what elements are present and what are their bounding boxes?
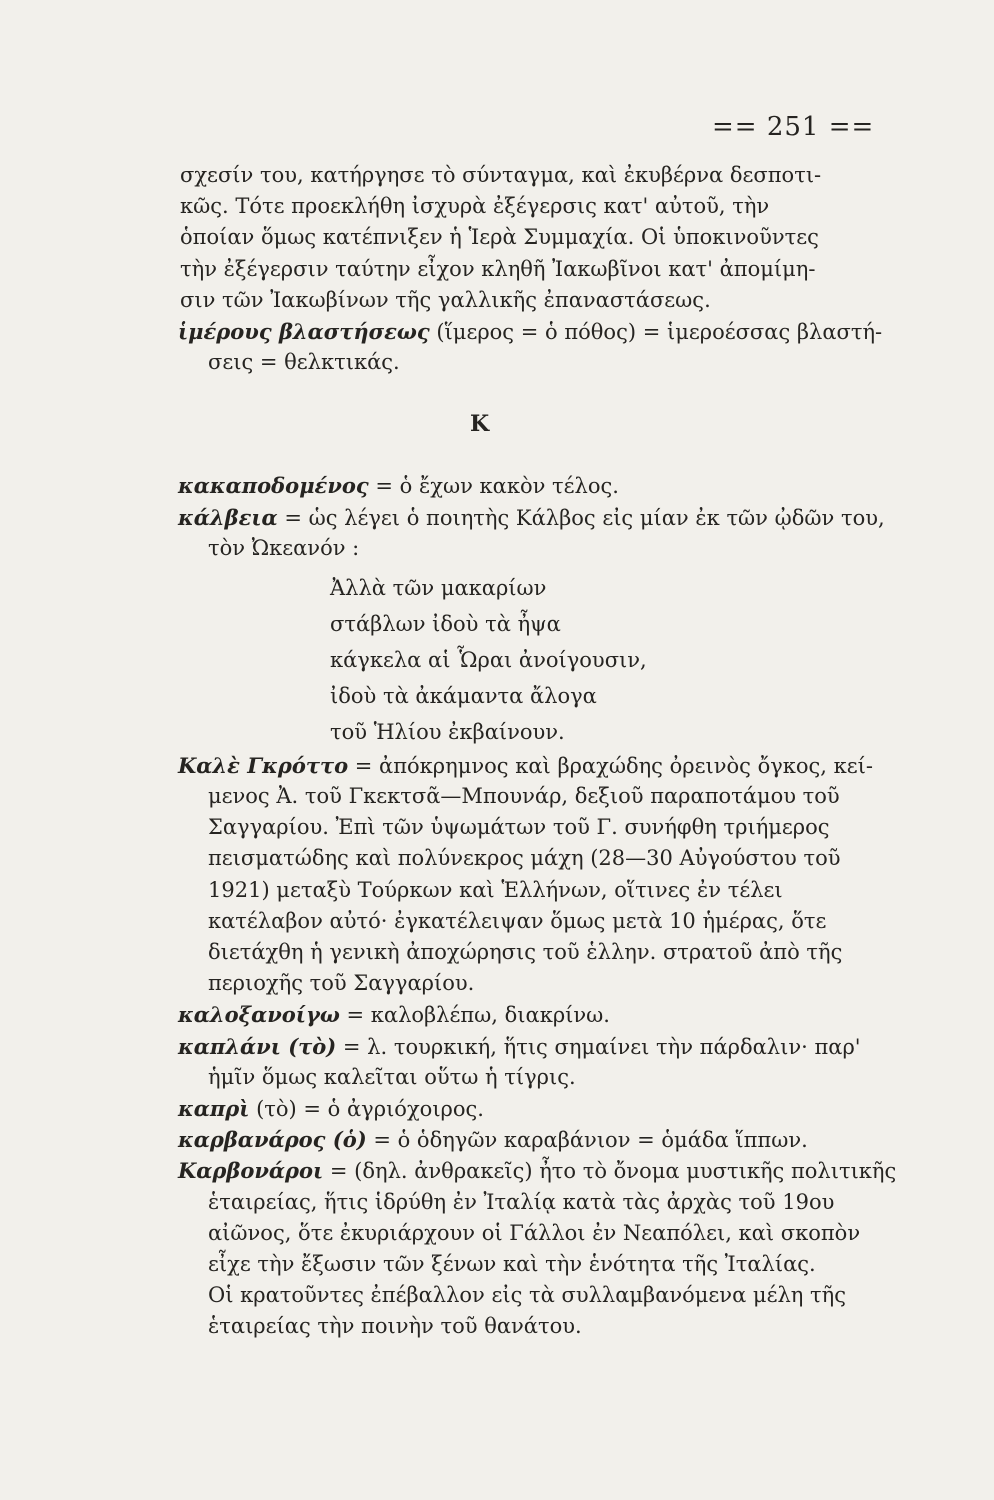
entry-kakapodomenos [0,470,994,501]
verse-line: τοῦ Ἡλίου ἐκβαίνουν. [330,719,565,744]
entry-text: = ὡς λέγει ὁ ποιητὴς Κάλβος εἰς μίαν ἐκ τῶν ᾠδῶν του, [277,505,885,530]
entry-line: πεισματώδης καὶ πολύνεκρος μάχη (28—30 Αὐγούστου τοῦ [208,846,841,871]
entry-line: Οἱ κρατοῦντες ἐπέβαλλον εἰς τὰ συλλαμβανόμενα μέλη τῆς [208,1283,846,1308]
intro-line: κῶς. Τότε προεκλήθη ἰσχυρὰ ἐξέγερσις κατ' αὐτοῦ, τὴν [180,194,770,219]
page-number: == 251 == [712,112,875,142]
entry-line: 1921) μεταξὺ Τούρκων καὶ Ἑλλήνων, οἵτινες ἐν τέλει [208,877,783,902]
entry-headword: κάλβεια [178,504,278,530]
entry-line: τὸν Ὠκεανόν : [208,535,360,560]
entry-line: Σαγγαρίου. Ἐπὶ τῶν ὑψωμάτων τοῦ Γ. συνήφθη τριήμερος [208,815,830,840]
entry-headword: καρβανάρος (ὁ) [178,1127,367,1153]
entry-headword: ἱμέρους βλαστήσεως [178,318,430,344]
entry-line: ἑταιρείας, ἥτις ἱδρύθη ἐν Ἰταλίᾳ κατὰ τὰς ἀρχὰς τοῦ 19ου [208,1189,835,1214]
entry-line: ἑταιρείας τὴν ποινὴν τοῦ θανάτου. [208,1314,582,1339]
entry-headword: καλοξανοίγω [178,1002,340,1028]
entry-kalveia [0,502,994,533]
entry-headword: καπλάνι (τὸ) [178,1033,337,1059]
intro-line: σιν τῶν Ἰακωβίνων τῆς γαλλικῆς ἐπαναστάσεως. [180,287,711,312]
entry-line: μενος Ἀ. τοῦ Γκεκτσᾶ—Μπουνάρ, δεξιοῦ παραποτάμου τοῦ [208,784,840,809]
entry-line: διετάχθη ἡ γενικὴ ἀποχώρησις τοῦ ἑλλην. στρατοῦ ἀπὸ τῆς [208,940,843,964]
page-body [0,160,994,1342]
entry-text: (ἵμερος = ὁ πόθος) = ἱμεροέσσας βλαστή- [429,319,883,344]
intro-line: ὁποίαν ὅμως κατέπνιξεν ἡ Ἱερὰ Συμμαχία. Οἱ ὑποκινοῦντες [180,225,819,250]
entry-headword: κακαποδομένος [178,473,369,499]
verse-line: ἰδοὺ τὰ ἀκάμαντα ἄλογα [330,683,597,708]
entry-text: = λ. τουρκική, ἥτις σημαίνει τὴν πάρδαλιν· παρ' [336,1034,861,1059]
entry-karvonaroi [0,1155,994,1186]
entry-text: = καλοβλέπω, διακρίνω. [339,1003,610,1028]
verse-line: κάγκελα αἱ Ὧραι ἀνοίγουσιν, [330,647,647,672]
entry-headword: Καλὲ Γκρόττο [178,752,349,778]
entry-kapri [0,1093,994,1124]
entry-line: περιοχῆς τοῦ Σαγγαρίου. [208,971,475,996]
entry-line: κατέλαβον αὐτό· ἐγκατέλειψαν ὅμως μετὰ 10 ἡμέρας, ὅτε [208,908,827,933]
intro-line: τὴν ἐξέγερσιν ταύτην εἶχον κληθῆ Ἰακωβῖνοι κατ' ἀπομίμη- [180,256,816,281]
entry-kaloxanoigo [0,999,994,1030]
entry-line: σεις = θελκτικάς. [208,350,400,375]
intro-line: σχεσίν του, κατήργησε τὸ σύνταγμα, καὶ ἐκυβέρνα δεσποτι- [180,163,822,187]
entry-line: ἡμῖν ὅμως καλεῖται οὕτω ἡ τίγρις. [208,1064,576,1089]
entry-headword: Καρβονάροι [178,1158,324,1184]
entry-imerous [0,316,994,347]
entry-text: (τὸ) = ὁ ἀγριόχοιρος. [249,1096,484,1121]
entry-text: = ὁ ὁδηγῶν καραβάνιον = ὁμάδα ἵππων. [366,1128,808,1153]
entry-line: εἶχε τὴν ἔξωσιν τῶν ξένων καὶ τὴν ἑνότητα τῆς Ἰταλίας. [208,1251,816,1276]
entry-text: = ἀπόκρημνος καὶ βραχώδης ὀρεινὸς ὄγκος, κεί- [348,753,873,778]
entry-text: = ὁ ἔχων κακὸν τέλος. [368,474,619,499]
entry-line: αἰῶνος, ὅτε ἐκυριάρχουν οἱ Γάλλοι ἐν Νεαπόλει, καὶ σκοπὸν [208,1220,861,1245]
entry-kaplani [0,1031,994,1062]
entry-text: = (δηλ. ἀνθρακεῖς) ἦτο τὸ ὄνομα μυστικῆς πολιτικῆς [323,1159,897,1184]
verse-line: στάβλων ἰδοὺ τὰ ἦψα [330,611,561,636]
entry-karvanaros [0,1124,994,1155]
section-letter: Κ [470,411,490,438]
entry-headword: καπρὶ [178,1095,250,1121]
entry-kale-grotto [0,750,994,781]
verse-line: Ἀλλὰ τῶν μακαρίων [330,575,547,600]
